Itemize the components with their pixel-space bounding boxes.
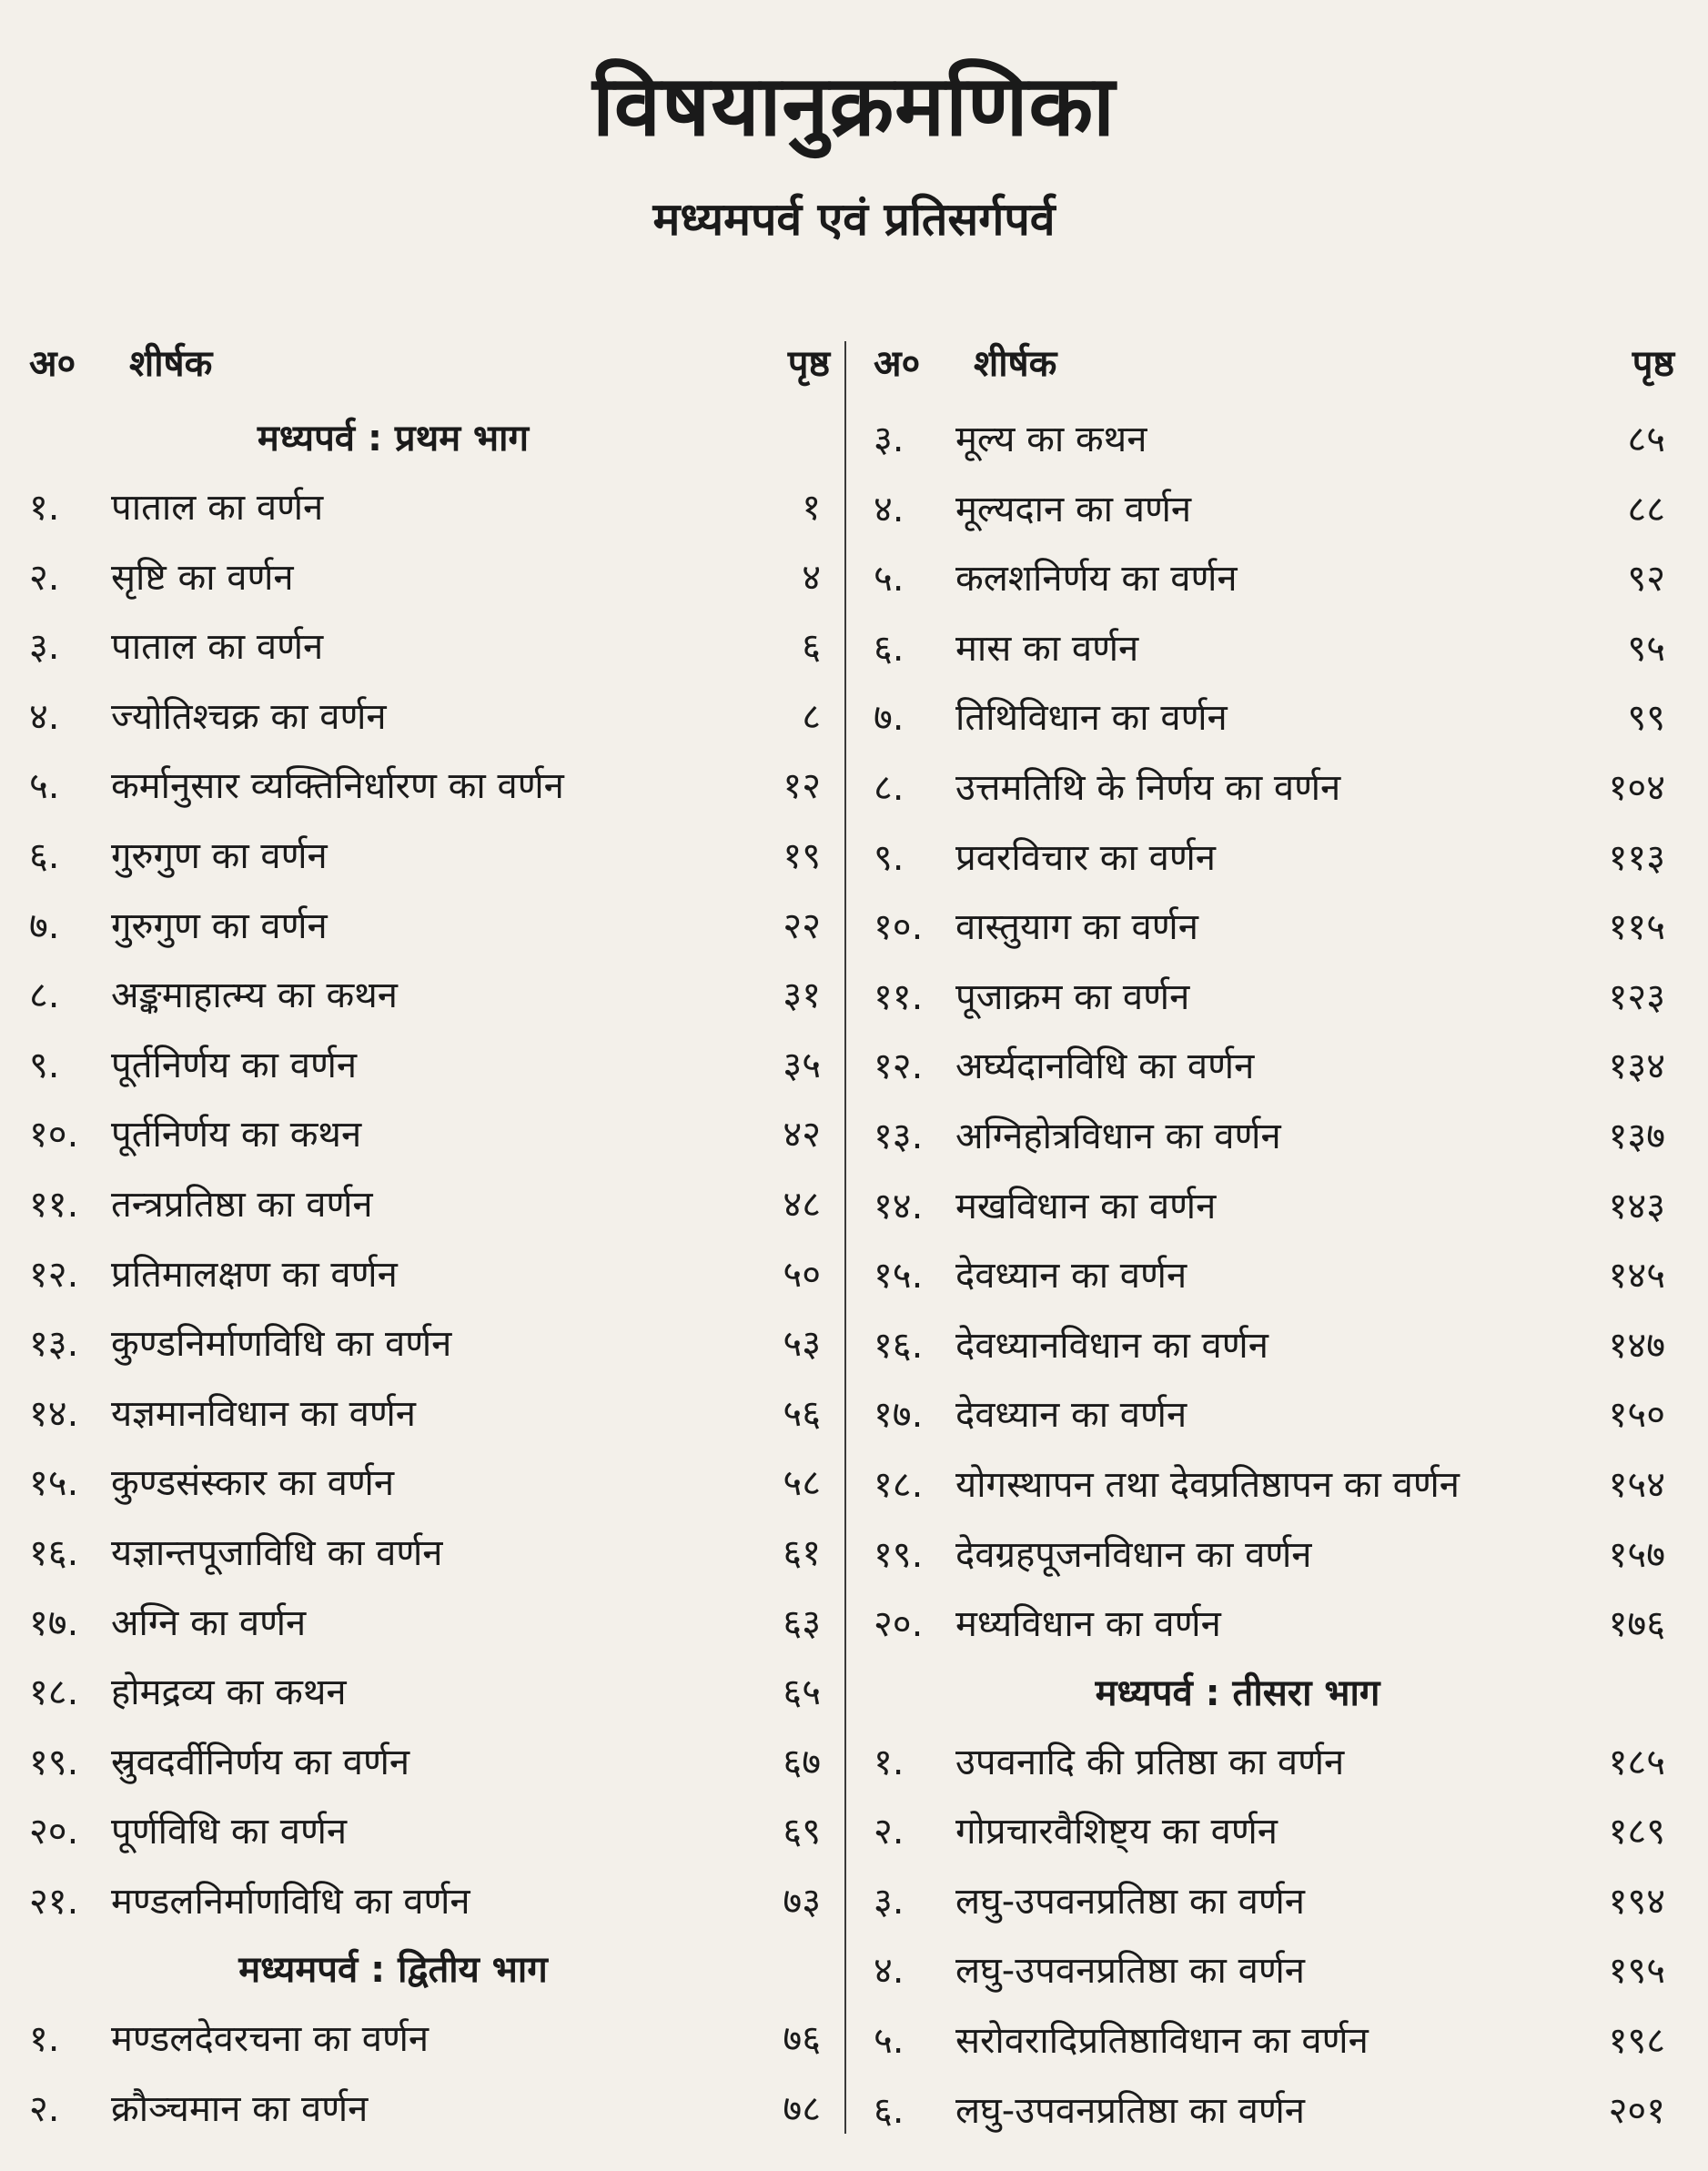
entry-page: १९४: [1608, 1880, 1665, 1923]
entry-title: प्रवरविचार का वर्णन: [955, 836, 1216, 879]
entry-title: वास्तुयाग का वर्णन: [955, 906, 1198, 949]
entry-number: ७.: [29, 904, 60, 947]
entry-page: ८: [802, 695, 821, 738]
toc-entry: [29, 1519, 830, 1589]
entry-page: ६३: [783, 1601, 821, 1644]
entry-title: मास का वर्णन: [955, 627, 1139, 670]
toc-entry: [874, 405, 1674, 475]
entry-number: २१.: [29, 1880, 79, 1923]
entry-number: १६.: [874, 1324, 924, 1367]
entry-title: पूर्णविधि का वर्णन: [111, 1811, 348, 1853]
entry-title: देवध्यान का वर्णन: [955, 1394, 1188, 1437]
entry-number: २.: [29, 2088, 60, 2131]
entry-title: कुण्डनिर्माणविधि का वर्णन: [111, 1323, 452, 1366]
entry-number: १.: [29, 487, 60, 529]
entry-page: १८९: [1608, 1811, 1665, 1853]
entry-title: सृष्टि का वर्णन: [111, 556, 294, 599]
entry-title: लघु-उपवनप्रतिष्ठा का वर्णन: [955, 1950, 1305, 1993]
toc-entry: [874, 753, 1674, 823]
entry-page: १४३: [1608, 1185, 1665, 1227]
entry-page: १४५: [1608, 1255, 1665, 1298]
entry-page: ८८: [1627, 488, 1665, 530]
entry-title: गुरुगुण का वर्णन: [111, 834, 328, 877]
entry-page: १३४: [1608, 1045, 1665, 1088]
entry-page: ६५: [783, 1671, 821, 1714]
entry-number: ६.: [874, 627, 905, 670]
entry-number: ४.: [874, 488, 905, 530]
entry-page: १९५: [1608, 1950, 1665, 1993]
toc-entry: [29, 2004, 830, 2075]
entry-page: ४२: [783, 1114, 821, 1156]
entry-page: ३५: [783, 1044, 821, 1086]
toc-entry: [874, 1172, 1674, 1242]
toc-entry: [874, 963, 1674, 1033]
entry-page: १२३: [1608, 975, 1665, 1018]
entry-page: ११३: [1608, 836, 1665, 879]
entry-list: [29, 2004, 830, 2144]
entry-number: १८.: [29, 1671, 79, 1714]
entry-number: २०.: [29, 1811, 79, 1853]
entry-title: मूल्य का कथन: [955, 419, 1147, 460]
entry-title: पूजाक्रम का वर्णन: [955, 975, 1190, 1018]
toc-entry: [874, 1797, 1674, 1867]
entry-number: १९.: [874, 1533, 924, 1576]
toc-entry: [874, 1728, 1674, 1798]
entry-title: यज्ञमानविधान का वर्णन: [111, 1392, 416, 1435]
entry-title: गोप्रचारवैशिष्ट्य का वर्णन: [955, 1811, 1278, 1853]
entry-number: १.: [29, 2018, 60, 2061]
toc-entry: [29, 473, 830, 543]
entry-list: [29, 473, 830, 1936]
toc-entry: [874, 2006, 1674, 2076]
toc-entry: [29, 682, 830, 752]
entry-number: १९.: [29, 1741, 79, 1783]
entry-number: ३.: [874, 419, 905, 460]
entry-title: अङ्कमाहात्म्य का कथन: [111, 974, 398, 1017]
toc-entry: [29, 1240, 830, 1310]
entry-title: यज्ञान्तपूजाविधि का वर्णन: [111, 1531, 443, 1574]
entry-page: २०१: [1608, 2089, 1665, 2132]
entry-number: १.: [874, 1741, 905, 1783]
toc-entry: [29, 1031, 830, 1101]
section-heading: मध्यपर्व : प्रथम भाग: [257, 418, 530, 459]
entry-number: ११.: [29, 1183, 79, 1226]
section-heading: मध्यपर्व : तीसरा भाग: [1095, 1671, 1380, 1714]
entry-page: ४: [802, 556, 821, 599]
entry-number: ९.: [874, 836, 905, 879]
toc-entry: [29, 543, 830, 613]
entry-number: १२.: [29, 1253, 79, 1296]
header-title: शीर्षक: [974, 343, 1057, 385]
entry-title: मण्डलदेवरचना का वर्णन: [111, 2018, 430, 2061]
entry-page: ७६: [783, 2018, 821, 2061]
entry-number: ४.: [29, 695, 60, 738]
toc-entry: [29, 1309, 830, 1379]
entry-page: १२: [783, 765, 821, 808]
entry-page: ७८: [783, 2088, 821, 2131]
entry-title: देवग्रहपूजनविधान का वर्णन: [955, 1533, 1312, 1576]
toc-entry: [29, 1867, 830, 1937]
entry-title: क्रौञ्चमान का वर्णन: [111, 2088, 369, 2131]
entry-page: १५४: [1608, 1463, 1665, 1506]
entry-number: ५.: [874, 2020, 905, 2063]
entry-number: ३.: [29, 626, 60, 669]
entry-title: कर्मानुसार व्यक्तिनिर्धारण का वर्णन: [111, 765, 564, 808]
entry-page: ९९: [1627, 697, 1665, 740]
toc-entry: [874, 475, 1674, 545]
entry-page: ६९: [783, 1811, 821, 1853]
toc-entry: [874, 1590, 1674, 1660]
toc-entry: [29, 1728, 830, 1798]
entry-title: पूर्तनिर्णय का कथन: [111, 1114, 362, 1156]
entry-number: १०.: [29, 1114, 79, 1156]
column-divider: [844, 341, 846, 2134]
column-header: [29, 337, 830, 405]
entry-title: लघु-उपवनप्रतिष्ठा का वर्णन: [955, 2089, 1305, 2132]
entry-number: ५.: [874, 558, 905, 601]
entry-number: ७.: [874, 697, 905, 740]
entry-number: १४.: [874, 1185, 924, 1227]
toc-entry: [29, 1589, 830, 1659]
entry-page: ९५: [1627, 627, 1665, 670]
column-header: [874, 337, 1674, 405]
entry-title: अग्निहोत्रविधान का वर्णन: [955, 1115, 1281, 1157]
entry-number: १६.: [29, 1531, 79, 1574]
entry-number: २०.: [874, 1603, 924, 1646]
entry-number: १८.: [874, 1463, 924, 1506]
entry-number: ६.: [874, 2089, 905, 2132]
entry-page: ५०: [783, 1253, 821, 1296]
entry-title: पाताल का वर्णन: [111, 626, 324, 669]
entry-title: गुरुगुण का वर्णन: [111, 904, 328, 947]
entry-title: अग्नि का वर्णन: [111, 1601, 307, 1644]
entry-title: ज्योतिश्चक्र का वर्णन: [111, 695, 387, 738]
entry-title: मध्यविधान का वर्णन: [955, 1603, 1221, 1646]
entry-title: पाताल का वर्णन: [111, 487, 324, 529]
entry-number: १५.: [29, 1462, 79, 1505]
entry-title: मखविधान का वर्णन: [955, 1185, 1217, 1227]
entry-title: अर्घ्यदानविधि का वर्णन: [955, 1045, 1255, 1088]
toc-entry: [29, 822, 830, 892]
entry-title: योगस्थापन तथा देवप्रतिष्ठापन का वर्णन: [955, 1463, 1460, 1506]
entry-list: [874, 405, 1674, 1660]
entry-page: ५८: [783, 1462, 821, 1505]
entry-page: ७३: [783, 1880, 821, 1923]
header-number: अ०: [29, 343, 76, 385]
entry-number: ९.: [29, 1044, 60, 1086]
entry-title: कलशनिर्णय का वर्णन: [955, 558, 1238, 601]
entry-page: ५३: [783, 1323, 821, 1366]
toc-entry: [874, 2076, 1674, 2146]
toc-entry: [874, 823, 1674, 894]
entry-title: सरोवरादिप्रतिष्ठाविधान का वर्णन: [955, 2020, 1369, 2063]
entry-title: देवध्यान का वर्णन: [955, 1255, 1188, 1298]
toc-entry: [29, 1170, 830, 1240]
entry-title: तिथिविधान का वर्णन: [955, 697, 1228, 740]
entry-page: १३७: [1608, 1115, 1665, 1157]
entry-title: देवध्यानविधान का वर्णन: [955, 1324, 1268, 1367]
entry-page: १: [802, 487, 821, 529]
entry-number: ३.: [874, 1880, 905, 1923]
toc-entry: [874, 1102, 1674, 1172]
entry-title: उत्तमतिथि के निर्णय का वर्णन: [955, 766, 1341, 809]
entry-page: १९: [783, 834, 821, 877]
section-heading: मध्यमपर्व : द्वितीय भाग: [238, 1949, 548, 1992]
entry-number: १०.: [874, 906, 924, 949]
toc-entry: [874, 544, 1674, 614]
entry-page: १९८: [1608, 2020, 1665, 2063]
entry-page: ४८: [783, 1183, 821, 1226]
toc-entry: [874, 683, 1674, 753]
right-column: [874, 337, 1674, 2147]
entry-title: लघु-उपवनप्रतिष्ठा का वर्णन: [955, 1880, 1305, 1923]
toc-entry: [874, 1380, 1674, 1450]
entry-number: १२.: [874, 1045, 924, 1088]
entry-page: १०४: [1608, 766, 1665, 809]
toc-entry: [874, 893, 1674, 963]
toc-entry: [874, 1450, 1674, 1520]
entry-number: ४.: [874, 1950, 905, 1993]
entry-number: १३.: [29, 1323, 79, 1366]
entry-page: १४७: [1608, 1324, 1665, 1367]
toc-entry: [874, 1311, 1674, 1381]
entry-title: तन्त्रप्रतिष्ठा का वर्णन: [111, 1183, 373, 1226]
header-number: अ०: [874, 343, 921, 385]
toc-entry: [29, 2075, 830, 2145]
entry-number: १४.: [29, 1392, 79, 1435]
entry-page: १८५: [1608, 1741, 1665, 1783]
entry-page: ११५: [1608, 906, 1665, 949]
entry-title: मूल्यदान का वर्णन: [955, 488, 1192, 530]
entry-page: ६: [802, 626, 821, 669]
header-title: शीर्षक: [129, 343, 213, 385]
entry-number: १७.: [874, 1394, 924, 1437]
entry-number: ८.: [29, 974, 60, 1017]
entry-title: मण्डलनिर्माणविधि का वर्णन: [111, 1880, 470, 1923]
entry-page: ६७: [783, 1741, 821, 1783]
toc-entry: [874, 1032, 1674, 1102]
entry-title: उपवनादि की प्रतिष्ठा का वर्णन: [955, 1741, 1345, 1783]
entry-number: १७.: [29, 1601, 79, 1644]
entry-page: २२: [783, 904, 821, 947]
toc-entry: [29, 892, 830, 962]
entry-page: ५६: [783, 1392, 821, 1435]
toc-entry: [29, 1658, 830, 1728]
entry-number: ६.: [29, 834, 60, 877]
entry-title: कुण्डसंस्कार का वर्णन: [111, 1462, 395, 1505]
toc-entry: [29, 1449, 830, 1519]
entry-number: २.: [874, 1811, 905, 1853]
entry-page: १७६: [1608, 1603, 1665, 1646]
entry-page: १५०: [1608, 1394, 1665, 1437]
toc-entry: [29, 961, 830, 1031]
entry-page: १५७: [1608, 1533, 1665, 1576]
toc-entry: [29, 1379, 830, 1449]
entry-number: ८.: [874, 766, 905, 809]
entry-title: स्रुवदर्वीनिर्णय का वर्णन: [111, 1741, 410, 1783]
toc-entry: [29, 752, 830, 822]
entry-page: ३१: [783, 974, 821, 1017]
header-page: पृष्ठ: [787, 343, 830, 385]
entry-number: ११.: [874, 975, 924, 1018]
header-page: पृष्ठ: [1632, 343, 1674, 385]
entry-list: [874, 1728, 1674, 2146]
toc-entry: [29, 612, 830, 682]
toc-entry: [874, 1520, 1674, 1590]
toc-entry: [874, 614, 1674, 684]
toc-entry: [29, 1100, 830, 1170]
entry-title: होमद्रव्य का कथन: [111, 1671, 347, 1714]
page-title: विषयानुक्रमणिका: [592, 57, 1116, 155]
page-subtitle: मध्यमपर्व एवं प्रतिसर्गपर्व: [652, 193, 1056, 246]
toc-entry: [29, 1797, 830, 1867]
toc-entry: [874, 1936, 1674, 2006]
left-column: [29, 337, 830, 2147]
entry-number: १३.: [874, 1115, 924, 1157]
entry-page: ८५: [1627, 419, 1665, 460]
entry-number: १५.: [874, 1255, 924, 1298]
entry-page: ९२: [1627, 558, 1665, 601]
toc-entry: [874, 1867, 1674, 1937]
entry-title: प्रतिमालक्षण का वर्णन: [111, 1253, 398, 1296]
entry-page: ६१: [783, 1531, 821, 1574]
entry-number: ५.: [29, 765, 60, 808]
entry-title: पूर्तनिर्णय का वर्णन: [111, 1044, 358, 1086]
toc-entry: [874, 1241, 1674, 1311]
entry-number: २.: [29, 556, 60, 599]
